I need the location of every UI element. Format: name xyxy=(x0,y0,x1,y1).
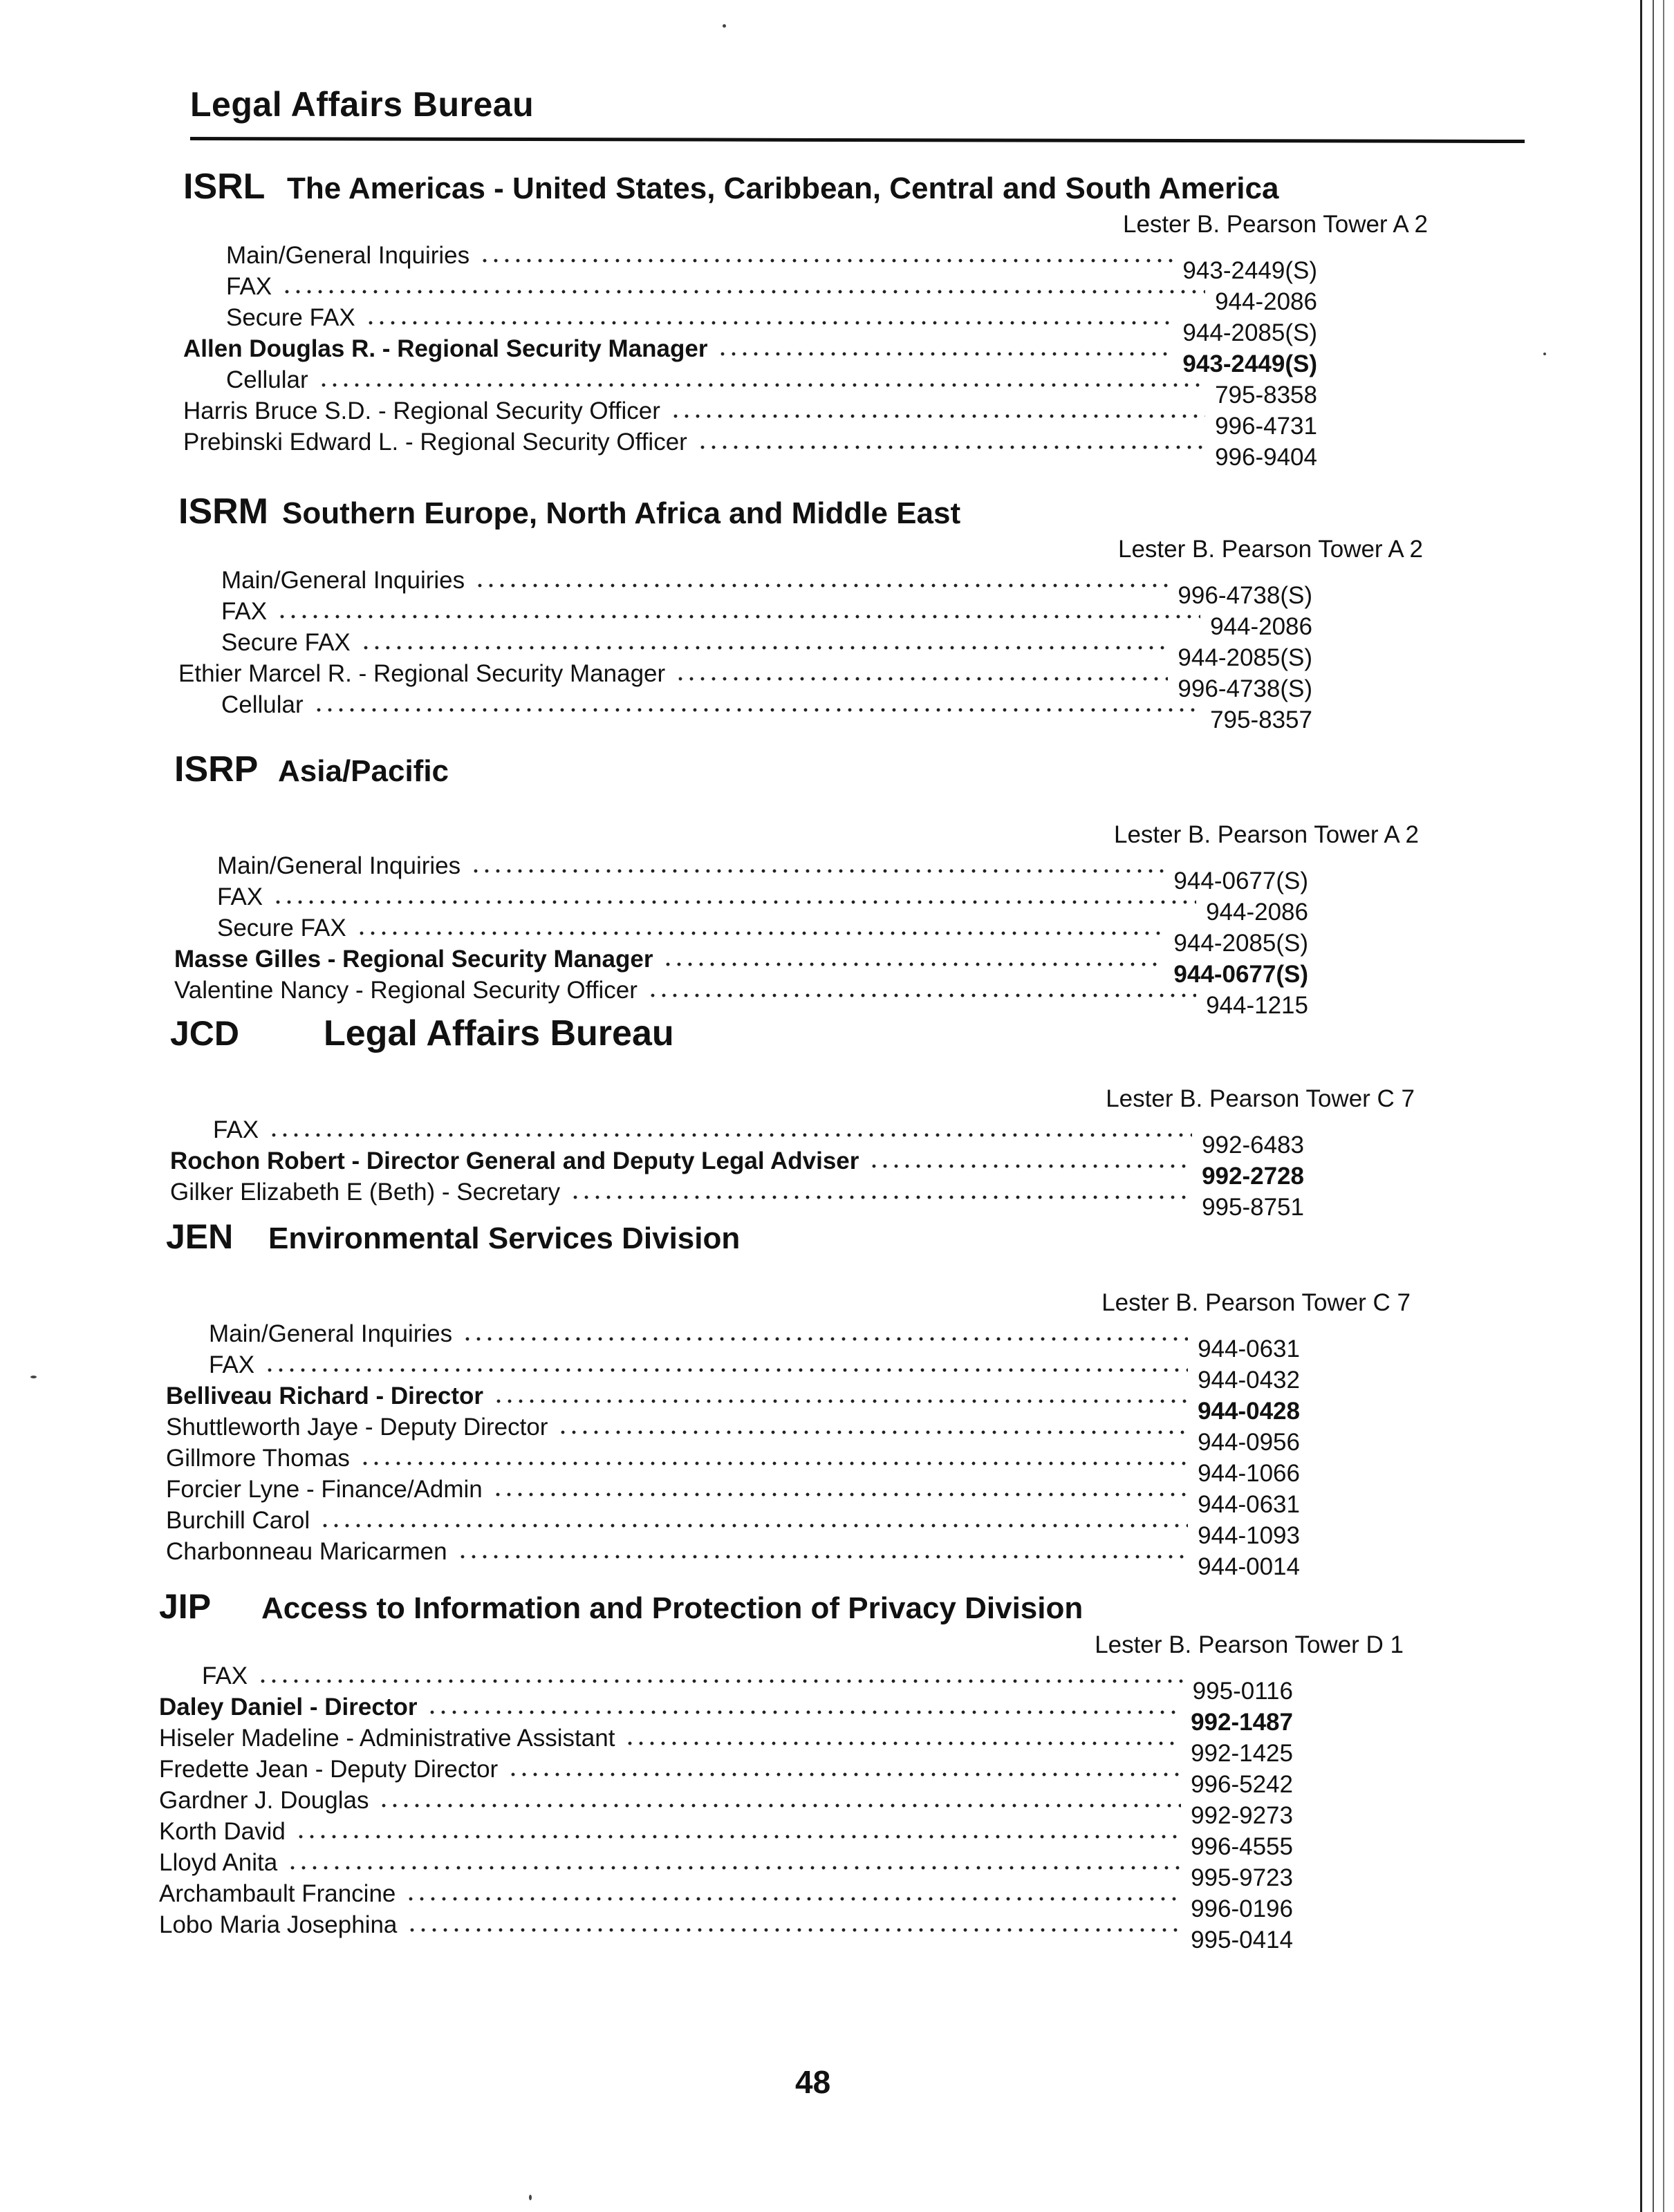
directory-row xyxy=(178,657,1312,702)
entry-name: Belliveau Richard - Director xyxy=(166,1382,484,1409)
dot-leader xyxy=(277,614,1200,619)
section-code: ISRM xyxy=(178,491,268,532)
dot-leader xyxy=(365,320,1173,326)
directory-row xyxy=(159,1784,1293,1829)
entry-name: Secure FAX xyxy=(221,629,351,656)
entry-phone: 944-0631 xyxy=(1198,1491,1300,1518)
entry-name: FAX xyxy=(202,1662,248,1689)
directory-row xyxy=(159,1877,1293,1922)
entry-name: FAX xyxy=(213,1116,259,1143)
section-heading xyxy=(178,491,1312,535)
directory-row xyxy=(170,1176,1304,1221)
entry-name: FAX xyxy=(209,1351,255,1378)
entry-name: Forcier Lyne - Finance/Admin xyxy=(166,1476,483,1503)
dot-leader xyxy=(268,1132,1192,1138)
page-title: Legal Affairs Bureau xyxy=(190,85,534,124)
entry-phone: 944-2086 xyxy=(1206,899,1308,926)
dot-leader xyxy=(493,1398,1188,1404)
entry-phone: 995-9723 xyxy=(1191,1864,1293,1891)
directory-row xyxy=(166,1411,1300,1456)
entry-phone: 944-0428 xyxy=(1198,1398,1300,1425)
entry-name: Daley Daniel - Director xyxy=(159,1694,418,1721)
directory-row xyxy=(183,270,1317,315)
dot-leader xyxy=(492,1492,1188,1497)
entry-name: Allen Douglas R. - Regional Security Manager xyxy=(183,335,708,362)
dot-leader xyxy=(360,645,1169,650)
entry-phone: 944-1093 xyxy=(1198,1522,1300,1549)
entry-name: Burchill Carol xyxy=(166,1507,310,1534)
entry-name: Charbonneau Maricarmen xyxy=(166,1538,447,1565)
dot-leader xyxy=(508,1772,1181,1777)
entry-phone: 992-6483 xyxy=(1202,1132,1304,1159)
entry-phone: 944-2086 xyxy=(1210,613,1312,640)
entry-phone: 795-8357 xyxy=(1210,706,1312,733)
entry-phone: 996-4555 xyxy=(1191,1833,1293,1860)
dot-leader xyxy=(407,1927,1181,1933)
dot-leader xyxy=(313,707,1200,713)
dot-leader xyxy=(868,1163,1192,1169)
page-edge-line xyxy=(1653,0,1654,2212)
directory-row xyxy=(159,1846,1293,1891)
entry-phone: 944-0432 xyxy=(1198,1367,1300,1394)
section-code: ISRP xyxy=(174,749,259,789)
directory-row xyxy=(174,912,1308,957)
title-rule xyxy=(190,137,1525,143)
page-edge-line xyxy=(1663,0,1664,2212)
dot-leader xyxy=(457,1554,1188,1559)
page-edge-line xyxy=(1640,0,1642,2212)
directory-row xyxy=(183,301,1317,346)
section-heading xyxy=(174,749,1308,793)
directory-row xyxy=(170,1114,1304,1159)
entry-name: Secure FAX xyxy=(217,915,346,941)
entry-phone: 996-4738(S) xyxy=(1178,582,1312,609)
entry-phone: 996-4731 xyxy=(1215,413,1317,440)
dot-leader xyxy=(717,351,1173,357)
entry-phone: 944-0956 xyxy=(1198,1429,1300,1456)
entry-name: FAX xyxy=(217,883,263,910)
entry-phone: 996-4738(S) xyxy=(1178,675,1312,702)
page-number: 48 xyxy=(795,2064,831,2100)
scan-speck xyxy=(30,1376,37,1378)
directory-row xyxy=(174,943,1308,988)
entry-phone: 795-8358 xyxy=(1215,382,1317,409)
section-title: Southern Europe, North Africa and Middle East xyxy=(282,496,961,530)
directory-row xyxy=(170,1145,1304,1190)
entry-name: Gardner J. Douglas xyxy=(159,1787,369,1814)
entry-name: Main/General Inquiries xyxy=(217,852,461,879)
dot-leader xyxy=(356,930,1164,936)
entry-name: Gilker Elizabeth E (Beth) - Secretary xyxy=(170,1179,561,1206)
dot-leader xyxy=(318,382,1205,388)
dot-leader xyxy=(287,1865,1181,1871)
entry-name: Cellular xyxy=(221,691,304,718)
scan-speck xyxy=(529,2195,532,2200)
scan-speck xyxy=(1543,353,1546,355)
directory-row xyxy=(183,332,1317,377)
dot-leader xyxy=(462,1336,1188,1342)
entry-phone: 996-5242 xyxy=(1191,1771,1293,1798)
dot-leader xyxy=(257,1678,1183,1684)
directory-row xyxy=(178,564,1312,609)
dot-leader xyxy=(675,676,1168,682)
dot-leader xyxy=(697,444,1205,450)
directory-row xyxy=(183,239,1317,284)
entry-phone: 944-0014 xyxy=(1198,1553,1300,1580)
entry-phone: 992-1487 xyxy=(1191,1709,1293,1736)
entry-name: FAX xyxy=(226,273,272,300)
directory-row xyxy=(159,1753,1293,1798)
dot-leader xyxy=(557,1430,1188,1435)
dot-leader xyxy=(474,583,1168,588)
entry-phone: 995-8751 xyxy=(1202,1194,1304,1221)
directory-row xyxy=(166,1535,1300,1580)
directory-row xyxy=(166,1349,1300,1394)
dot-leader xyxy=(624,1741,1181,1746)
entry-name: Cellular xyxy=(226,366,308,393)
entry-name: Main/General Inquiries xyxy=(209,1320,453,1347)
entry-phone: 944-0677(S) xyxy=(1173,868,1308,894)
entry-phone: 944-2085(S) xyxy=(1182,319,1317,346)
directory-row xyxy=(174,881,1308,926)
dot-leader xyxy=(281,289,1205,294)
entry-name: Fredette Jean - Deputy Director xyxy=(159,1756,499,1783)
section-isrp xyxy=(174,749,1419,1019)
dot-leader xyxy=(427,1709,1181,1715)
entry-phone: 992-2728 xyxy=(1202,1163,1304,1190)
entry-name: Ethier Marcel R. - Regional Security Manager xyxy=(178,660,666,687)
dot-leader xyxy=(670,413,1205,419)
directory-row xyxy=(174,974,1308,1019)
dot-leader xyxy=(272,899,1196,905)
entry-name: Lobo Maria Josephina xyxy=(159,1911,398,1938)
entry-phone: 992-1425 xyxy=(1191,1740,1293,1767)
directory-row xyxy=(166,1380,1300,1425)
section-title: Asia/Pacific xyxy=(278,754,449,788)
directory-row xyxy=(183,364,1317,409)
section-heading xyxy=(166,1217,1300,1261)
location: Lester B. Pearson Tower C 7 xyxy=(1101,1289,1411,1316)
directory-row xyxy=(183,426,1317,471)
entry-name: Secure FAX xyxy=(226,304,355,331)
section-title: The Americas - United States, Caribbean, Central and South America xyxy=(287,171,1279,205)
section-code: ISRL xyxy=(183,167,266,207)
section-jcd xyxy=(170,1013,1415,1221)
section-heading xyxy=(183,166,1317,210)
dot-leader xyxy=(360,1461,1188,1466)
entry-phone: 944-2085(S) xyxy=(1173,930,1308,957)
location: Lester B. Pearson Tower A 2 xyxy=(1122,211,1428,238)
dot-leader xyxy=(647,993,1196,998)
directory-row xyxy=(178,688,1312,733)
entry-phone: 995-0116 xyxy=(1192,1678,1293,1705)
entry-phone: 944-0677(S) xyxy=(1173,961,1308,988)
directory-row xyxy=(159,1660,1293,1705)
entry-phone: 995-0414 xyxy=(1191,1927,1293,1953)
directory-row xyxy=(166,1473,1300,1518)
entry-name: Shuttleworth Jaye - Deputy Director xyxy=(166,1414,548,1441)
section-code: JIP xyxy=(159,1587,212,1626)
section-code: JEN xyxy=(166,1217,234,1256)
entry-name: Korth David xyxy=(159,1818,286,1845)
entry-phone: 992-9273 xyxy=(1191,1802,1293,1829)
scan-speck xyxy=(723,24,726,28)
section-isrl xyxy=(183,166,1428,471)
directory-row xyxy=(183,395,1317,440)
dot-leader xyxy=(319,1523,1188,1528)
entry-phone: 944-1066 xyxy=(1198,1460,1300,1487)
entry-phone: 943-2449(S) xyxy=(1182,257,1317,284)
dot-leader xyxy=(479,258,1173,263)
directory-row xyxy=(159,1909,1293,1953)
directory-row xyxy=(178,595,1312,640)
entry-name: Main/General Inquiries xyxy=(226,242,470,269)
section-jen xyxy=(166,1217,1411,1580)
entry-phone: 944-2086 xyxy=(1215,288,1317,315)
location: Lester B. Pearson Tower C 7 xyxy=(1106,1085,1415,1112)
directory-row xyxy=(159,1815,1293,1860)
dot-leader xyxy=(378,1803,1181,1808)
dot-leader xyxy=(405,1896,1181,1902)
section-heading xyxy=(170,1013,1304,1057)
entry-name: Gillmore Thomas xyxy=(166,1445,350,1472)
entry-name: Harris Bruce S.D. - Regional Security Officer xyxy=(183,397,660,424)
entry-name: Archambault Francine xyxy=(159,1880,396,1907)
section-title: Legal Affairs Bureau xyxy=(324,1013,674,1053)
directory-row xyxy=(166,1504,1300,1549)
section-heading xyxy=(159,1586,1293,1631)
entry-name: Hiseler Madeline - Administrative Assistant xyxy=(159,1725,615,1752)
directory-row xyxy=(178,626,1312,671)
entry-phone: 944-2085(S) xyxy=(1178,644,1312,671)
entry-name: FAX xyxy=(221,598,268,625)
entry-name: Lloyd Anita xyxy=(159,1849,278,1876)
directory-row xyxy=(174,850,1308,894)
entry-phone: 943-2449(S) xyxy=(1182,350,1317,377)
section-isrm xyxy=(178,491,1423,733)
dot-leader xyxy=(470,868,1164,874)
section-code: JCD xyxy=(170,1014,240,1053)
entry-phone: 996-9404 xyxy=(1215,444,1317,471)
location: Lester B. Pearson Tower A 2 xyxy=(1117,536,1423,563)
dot-leader xyxy=(662,962,1164,967)
location: Lester B. Pearson Tower A 2 xyxy=(1113,821,1419,848)
entry-name: Rochon Robert - Director General and Deputy Legal Adviser xyxy=(170,1147,859,1174)
entry-name: Masse Gilles - Regional Security Manager xyxy=(174,946,653,973)
entry-name: Valentine Nancy - Regional Security Officer xyxy=(174,977,638,1004)
directory-row xyxy=(159,1722,1293,1767)
dot-leader xyxy=(295,1834,1181,1839)
location: Lester B. Pearson Tower D 1 xyxy=(1095,1631,1404,1658)
section-title: Access to Information and Protection of Privacy Division xyxy=(261,1591,1084,1625)
entry-phone: 944-1215 xyxy=(1206,992,1308,1019)
dot-leader xyxy=(570,1194,1192,1200)
directory-row xyxy=(166,1318,1300,1362)
dot-leader xyxy=(264,1367,1188,1373)
entry-name: Prebinski Edward L. - Regional Security Officer xyxy=(183,429,687,456)
section-jip xyxy=(159,1586,1404,1953)
directory-row xyxy=(159,1691,1293,1736)
entry-name: Main/General Inquiries xyxy=(221,567,465,594)
section-title: Environmental Services Division xyxy=(268,1221,741,1255)
entry-phone: 944-0631 xyxy=(1198,1335,1300,1362)
directory-row xyxy=(166,1442,1300,1487)
entry-phone: 996-0196 xyxy=(1191,1895,1293,1922)
